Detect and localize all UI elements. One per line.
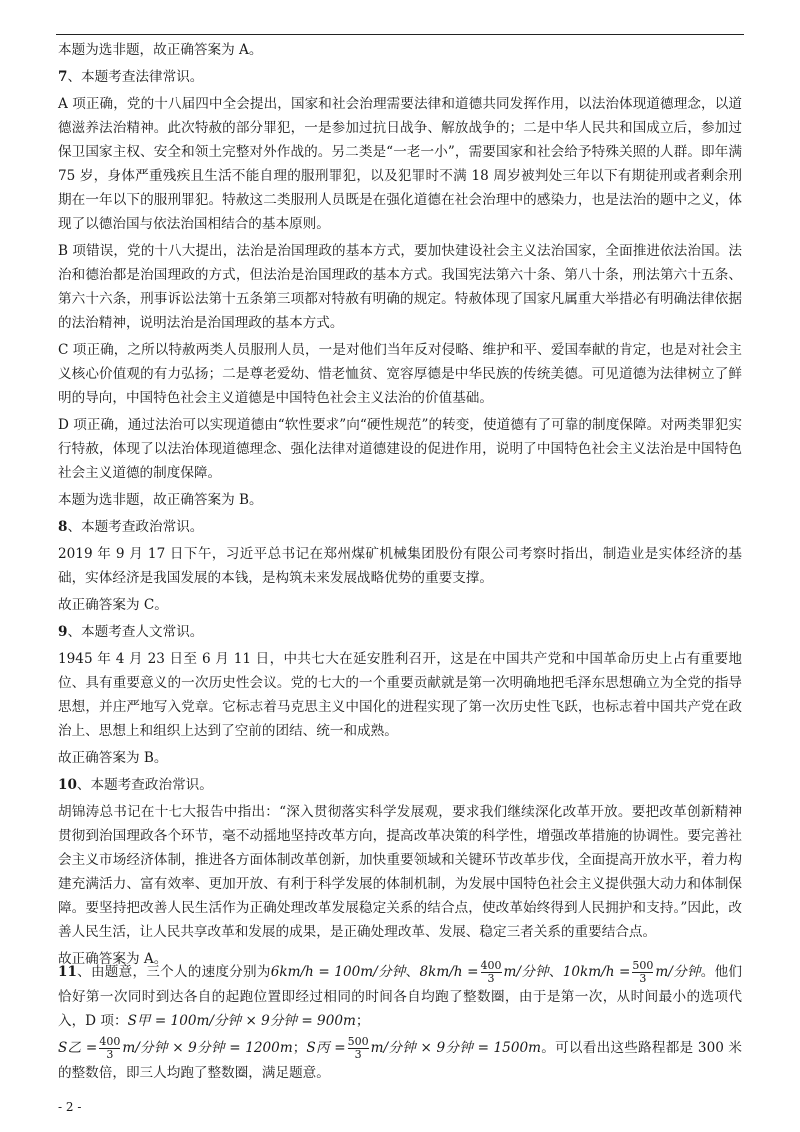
speed-3-lhs: 10km/h = (562, 964, 631, 980)
speed-2-unit: m/分钟 (503, 964, 549, 980)
paragraph: 本题为选非题，故正确答案为 B。 (58, 492, 263, 508)
question-number: 7 (58, 69, 68, 85)
question-number: 10 (58, 777, 77, 793)
distance-bing-fraction (348, 1036, 369, 1061)
q11-text-2: S乙 = $\frac{400}{3}$ m/分钟 × 9分钟 = 1200m；S丙 = $\frac{500}{3}$ m/分钟 × 9分钟 = 1500m。可以看出这些路程都是 300 米的整数倍，即三人均跑了整数圈，满足题意。 (58, 1035, 743, 1081)
page-number: - 2 - (58, 1100, 82, 1114)
question-11 (58, 960, 742, 1088)
paragraph: C 项正确，之所以特赦两类人员服刑人员，一是对他们当年反对侵略、维护和平、爱国奉献的肯定，也是对社会主义核心价值观的有力弘扬；二是尊老爱幼、惜老恤贫、宽容厚德是中华民族的传统美德。可见道德为法律树立了鲜明的导向，中国特色社会主义道德是中国特色社会主义法治的价值基础。 (58, 342, 742, 406)
paragraph: 1945 年 4 月 23 日至 6 月 11 日，中共七大在延安胜利召开，这是在中国共产党和中国革命历史上占有重要地位、具有重要意义的一次历史性会议。党的七大的一个重要贡献就是第一次明确地把毛泽东思想确立为全党的指导思想，并庄严地写入党章。它标志着马克思主义中国化的进程实现了第一次历史性飞跃，也标志着中国共产党在政治上、思想上和组织上达到了空前的团结、统一和成熟。 (58, 651, 742, 739)
distance-yi-numerator: 400 (99, 1035, 121, 1048)
document-body (58, 38, 742, 974)
speed-1: 6km/h = 100m/分钟 (270, 964, 406, 980)
paragraph: B 项错误，党的十八大提出，法治是治国理政的基本方式，要加快建设社会主义法治国家，全面推进依法治国。法治和德治都是治国理政的方式，但法治是治国理政的基本方式。我国宪法第六十条、第八十条，刑法第六十五条、第六十六条，刑事诉讼法第十五条第三项都对特赦有明确的规定。特赦体现了国家凡属重大举措必有明确法律依据的法治精神，说明法治是治国理政的基本方式。 (58, 243, 742, 331)
question-title: 、本题考查政治常识。 (67, 519, 204, 535)
question-heading (58, 773, 742, 797)
question-title: 、本题考查政治常识。 (76, 777, 213, 793)
speed-3-denominator: 3 (632, 972, 653, 985)
q11-text: 11、由题意，三个人的速度分别为6km/h = 100m/分钟、8km/h = $\frac{400}{3}$ m/分钟、10km/h = $\frac{500}{3}$ m/分钟。他们恰好第一次同时到达各自的起跑位置即经过相同的时间各自均跑了整数圈，由于是第一次，从时间最小的选项代入，D 项：S甲 = 100m/分钟 × 9分钟 = 900m； (58, 959, 742, 1029)
question-title: 、本题考查人文常识。 (67, 624, 204, 640)
speed-3-unit: m/分钟 (655, 964, 701, 980)
question-number: 9 (58, 624, 68, 640)
speed-2-denominator: 3 (481, 972, 502, 985)
paragraph: 胡锦涛总书记在十七大报告中指出：“深入贯彻落实科学发展观，要求我们继续深化改革开放。要把改革创新精神贯彻到治国理政各个环节，毫不动摇地坚持改革方向，提高改革决策的科学性，增强改革措施的协调性。要完善社会主义市场经济体制，推进各方面体制改革创新，加快重要领域和关键环节改革步伐，全面提高开放水平，着力构建充满活力、富有效率、更加开放、有利于科学发展的体制机制，为发展中国特色社会主义提供强大动力和体制保障。要坚持把改善人民生活作为正确处理改革发展稳定关系的结合点，使改革始终得到人民拥护和支持。”因此，改善人民生活，让人民共享改革和发展的成果，是正确处理改革、发展、稳定三者关系的重要结合点。 (58, 804, 742, 940)
sep-2: 、 (548, 964, 563, 980)
speed-3-numerator: 500 (632, 959, 654, 972)
q11-number: 11 (58, 964, 77, 980)
paragraph: D 项正确，通过法治可以实现道德由“软性要求”向“硬性规范”的转变，使道德有了可靠的制度保障。对两类罪犯实行特赦，体现了以法治体现道德理念、强化法律对道德建设的促进作用，说明了中国特色社会主义法治是中国特色社会主义道德的制度保障。 (58, 417, 742, 481)
distance-yi-fraction (99, 1036, 120, 1061)
distance-yi-denominator: 3 (99, 1048, 120, 1061)
header-rule (56, 34, 744, 35)
q11-tail: 。可以看出这些路程都是 300 米的整数倍，即三人均跑了整数圈，满足题意。 (58, 1040, 743, 1081)
distance-bing-lhs: S丙 = (306, 1040, 346, 1056)
speed-2-fraction (481, 960, 502, 985)
distance-bing-rhs: m/分钟 × 9分钟 = 1500m (370, 1040, 542, 1056)
distance-bing-denominator: 3 (348, 1048, 369, 1061)
sep-1: 、 (405, 964, 420, 980)
speed-2-numerator: 400 (480, 959, 502, 972)
paragraph: 故正确答案为 C。 (58, 597, 168, 613)
paragraph: 故正确答案为 B。 (58, 750, 168, 766)
paragraph: 本题为选非题，故正确答案为 A。 (58, 42, 263, 58)
speed-3-fraction (632, 960, 653, 985)
distance-yi-rhs: m/分钟 × 9分钟 = 1200m (122, 1040, 293, 1056)
paragraph: 2019 年 9 月 17 日下午，习近平总书记在郑州煤矿机械集团股份有限公司考察时指出，制造业是实体经济的基础，实体经济是我国发展的本钱，是构筑未来发展战略优势的重要支撑。 (58, 546, 742, 586)
distance-bing-numerator: 500 (347, 1035, 369, 1048)
question-heading (58, 515, 742, 539)
q11-intro: 、由题意，三个人的速度分别为 (76, 964, 271, 980)
question-heading (58, 620, 742, 644)
paragraph: A 项正确，党的十八届四中全会提出，国家和社会治理需要法律和道德共同发挥作用，以法治体现道德理念，以道德滋养法治精神。此次特赦的部分罪犯，一是参加过抗日战争、解放战争的；二是中华人民共和国成立后，参加过保卫国家主权、安全和领土完整对外作战的。另二类是“一老一小”，需要国家和社会给予特殊关照的人群。即年满 75 岁，身体严重残疾且生活不能自理的服刑罪犯，以及犯罪时不满 18 周岁被判处三年以下有期徒刑或者剩余刑期在一年以下的服刑罪犯。特赦这二类服刑人员既是在强化道德在社会治理中的感染力，也是法治的题中之义，体现了以德治国与依法治国相结合的基本原则。 (58, 96, 742, 232)
question-number: 8 (58, 519, 68, 535)
q11-continuation: 。他们恰好第一次同时到达各自的起跑位置即经过相同的时间各自均跑了整数圈，由于是第一次，从时间最小的选项代入，D 项： (58, 964, 742, 1029)
distance-jia: S甲 = 100m/分钟 × 9分钟 = 900m (127, 1013, 356, 1029)
paragraph: 故正确答案为 A。 (58, 951, 168, 967)
question-heading (58, 65, 742, 89)
distance-yi-lhs: S乙 = (58, 1040, 98, 1056)
speed-2-lhs: 8km/h = (419, 964, 479, 980)
question-title: 、本题考查法律常识。 (67, 69, 204, 85)
